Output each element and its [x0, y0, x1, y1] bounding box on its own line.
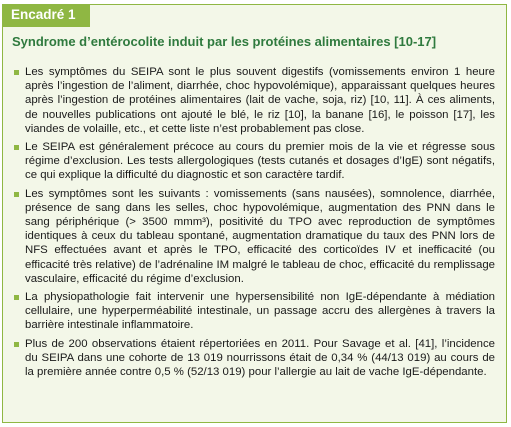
- item-text: La physiopathologie fait intervenir une hypersensibilité non IgE-dépendante à médiation cellulaire, une hyperperméabilité intestinale, un passage accru des allergènes à travers la barrière intestinale inflammatoire.: [25, 291, 495, 332]
- item-text: Le SEIPA est généralement précoce au cours du premier mois de la vie et régresse sous régime d’exclusion. Les tests allergologiques (tests cutanés et dosages d’IgE) sont négatifs, ce qui explique la difficulté du diagnostic et son caractère tardif.: [25, 141, 495, 182]
- item-text: Les symptômes sont les suivants : vomissements (sans nausées), somnolence, diarrhée, présence de sang dans les selles, choc hypovolémique, augmentation des PNN dans le sang périphérique (> 3500 mmm³), positivité du TPO avec reproduction de symptômes identiques à ceux du tableau spontané, augmentation dramatique du taux des PNN lors de NFS effectuées avant et après le TPO, efficacité des corticoïdes IV et inefficacité (ou efficacité très relative) de l’adrénaline IM malgré le tableau de choc, efficacité du remplissage vasculaire, efficacité du régime d’exclusion.: [25, 187, 495, 285]
- bullet-square-icon: [14, 192, 19, 197]
- list-item: [13, 140, 495, 183]
- box-title: Syndrome d’entérocolite induit par les protéines alimentaires [10-17]: [12, 34, 437, 49]
- encadre-box: [2, 4, 507, 423]
- item-text: Plus de 200 observations étaient répertoriées en 2011. Pour Savage et al. [41], l’incidence du SEIPA dans une cohorte de 13 019 nourrissons était de 0,34 % (44/13 019) au cours de la première année contre 0,5 % (52/13 019) pour l’allergie au lait de vache IgE-dépendante.: [25, 337, 495, 379]
- bullet-square-icon: [14, 342, 19, 347]
- bullet-square-icon: [14, 145, 19, 150]
- list-item: [13, 187, 495, 286]
- list-item: [13, 290, 495, 333]
- bullet-square-icon: [14, 70, 19, 75]
- bullet-list: [13, 65, 495, 383]
- list-item: [13, 65, 495, 136]
- bullet-square-icon: [14, 295, 19, 300]
- list-item: [13, 337, 495, 380]
- encadre-tag: Encadré 1: [2, 4, 90, 27]
- item-text: Les symptômes du SEIPA sont le plus souvent digestifs (vomissements environ 1 heure après l’ingestion de l’aliment, diarrhée, choc hypovolémique), apparaissant quelques heures après l’ingestion de protéines alimentaires (lait de vache, soja, riz) [10, 11]. À ces aliments, de nouvelles publications ont ajouté le blé, le riz [10], la banane [16], le poisson [17], les viandes de volaille, etc., et cette liste n’est probablement pas close.: [25, 66, 495, 135]
